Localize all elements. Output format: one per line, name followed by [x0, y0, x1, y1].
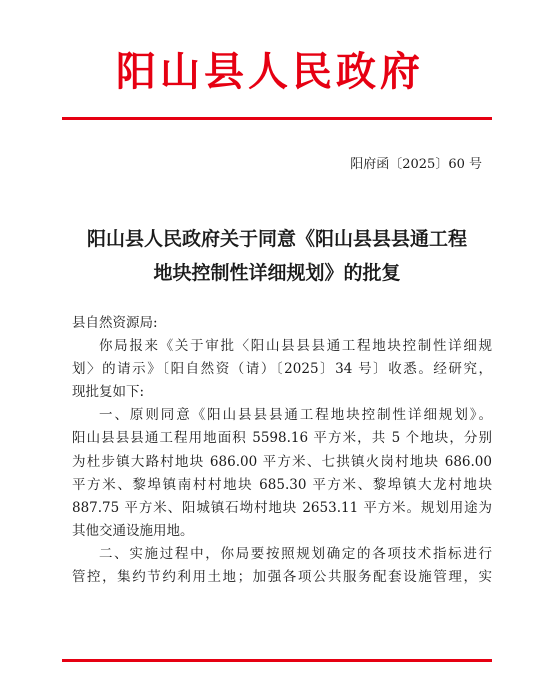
- paragraph-line: 现批复如下:: [72, 384, 145, 401]
- document-title-line: 地块控制性详细规划》的批复: [153, 262, 401, 284]
- paragraph-line: 为杜步镇大路村地块 686.00 平方米、七拱镇火岗村地块 686.00: [72, 453, 492, 470]
- paragraph-line: 887.75 平方米、阳城镇石坳村地块 2653.11 平方米。规划用途为: [72, 499, 492, 516]
- paragraph-line: 划〉的请示》〔阳自然资（请）〔2025〕34 号〕收悉。经研究，: [72, 361, 492, 378]
- paragraph-line: 其他交通设施用地。: [72, 522, 194, 539]
- paragraph-line: 你局报来《关于审批〈阳山县县县通工程地块控制性详细规: [99, 338, 492, 355]
- masthead-red-rule: [62, 117, 492, 120]
- document-title: [62, 222, 492, 290]
- paragraph-line: 阳山县县县通工程用地面积 5598.16 平方米，共 5 个地块，分别: [72, 430, 492, 447]
- document-title-line: 阳山县人民政府关于同意《阳山县县县通工程: [86, 228, 467, 250]
- paragraph-line: 一、原则同意《阳山县县县通工程地块控制性详细规划》。: [99, 407, 492, 424]
- paragraph-line: 平方米、黎埠镇南村村地块 685.30 平方米、黎埠镇大龙村地块: [72, 476, 492, 493]
- document-body: [72, 312, 492, 589]
- paragraph-line: 管控，集约节约利用土地；加强各项公共服务配套设施管理，实: [72, 569, 492, 586]
- recipient-line: 县自然资源局:: [72, 315, 158, 331]
- paragraph-line: 二、实施过程中，你局要按照规划确定的各项技术指标进行: [99, 545, 492, 562]
- masthead: 阳山县人民政府: [116, 48, 424, 95]
- document-number: 阳府函〔2025〕60 号: [350, 157, 482, 172]
- footer-red-rule: [62, 659, 492, 662]
